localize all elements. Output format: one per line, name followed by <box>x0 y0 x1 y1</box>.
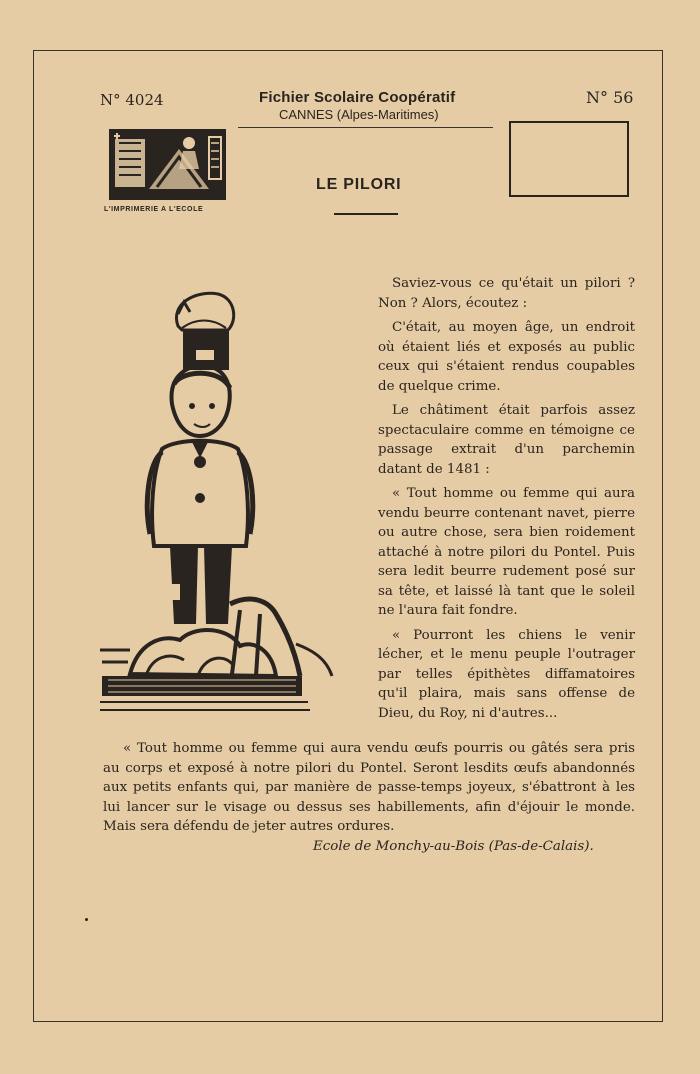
school-signature: Ecole de Monchy-au-Bois (Pas-de-Calais). <box>313 839 594 854</box>
publisher-location: CANNES (Alpes-Maritimes) <box>279 107 439 122</box>
paragraph-quote-dogs: « Pourront les chiens le venir lécher, et le menu peuple l'outrager par telles épithètes diffamatoires qu'il plaira, mais sans offense de Dieu, du Roy, ni d'autres... <box>378 627 635 721</box>
paper-speck <box>85 918 88 921</box>
paragraph-quote-butter: « Tout homme ou femme qui aura vendu beurre contenant navet, pierre ou autre chose, sera bien roidement attaché à notre pilori du Pontel. Puis sera ledit beurre rudement posé sur sa tête, et laissé là tant que le soleil ne l'aura fait fondre. <box>378 486 635 618</box>
pillory-woodcut-illustration <box>100 284 340 720</box>
article-title: LE PILORI <box>316 176 402 193</box>
paragraph-definition: C'était, au moyen âge, un endroit où étaient liés et exposés au public ceux qui s'étaient rendus coupables de quelque crime. <box>378 320 635 394</box>
logo-caption: L'IMPRIMERIE A L'ECOLE <box>104 206 204 213</box>
paragraph-quote-eggs: « Tout homme ou femme qui aura vendu œufs pourris ou gâtés sera pris au corps et exposé à notre pilori du Pontel. Seront lesdits œufs abandonnés aux petits enfants qui, par manière de passe-temps joyeux, s'ébattront à les lui lancer sur le visage ou dessus ses habillements, afin d'éjouir le monde. Mais sera défendu de jeter autres ordures. <box>103 741 635 834</box>
paragraph-intro: Saviez-vous ce qu'était un pilori ? Non ? Alors, écoutez : <box>378 276 635 311</box>
printing-press-logo <box>109 129 226 200</box>
title-underline <box>334 213 398 215</box>
card-number: N° 4024 <box>100 91 164 109</box>
paragraph-chatiment: Le châtiment était parfois assez spectaculaire comme en témoigne ce passage extrait d'un parchemin datant de 1481 : <box>378 403 635 477</box>
sheet-number: N° 56 <box>586 88 634 107</box>
classification-box <box>509 121 629 197</box>
publisher-title: Fichier Scolaire Coopératif <box>259 89 456 106</box>
header-divider <box>238 127 493 128</box>
article-right-column <box>378 274 635 728</box>
